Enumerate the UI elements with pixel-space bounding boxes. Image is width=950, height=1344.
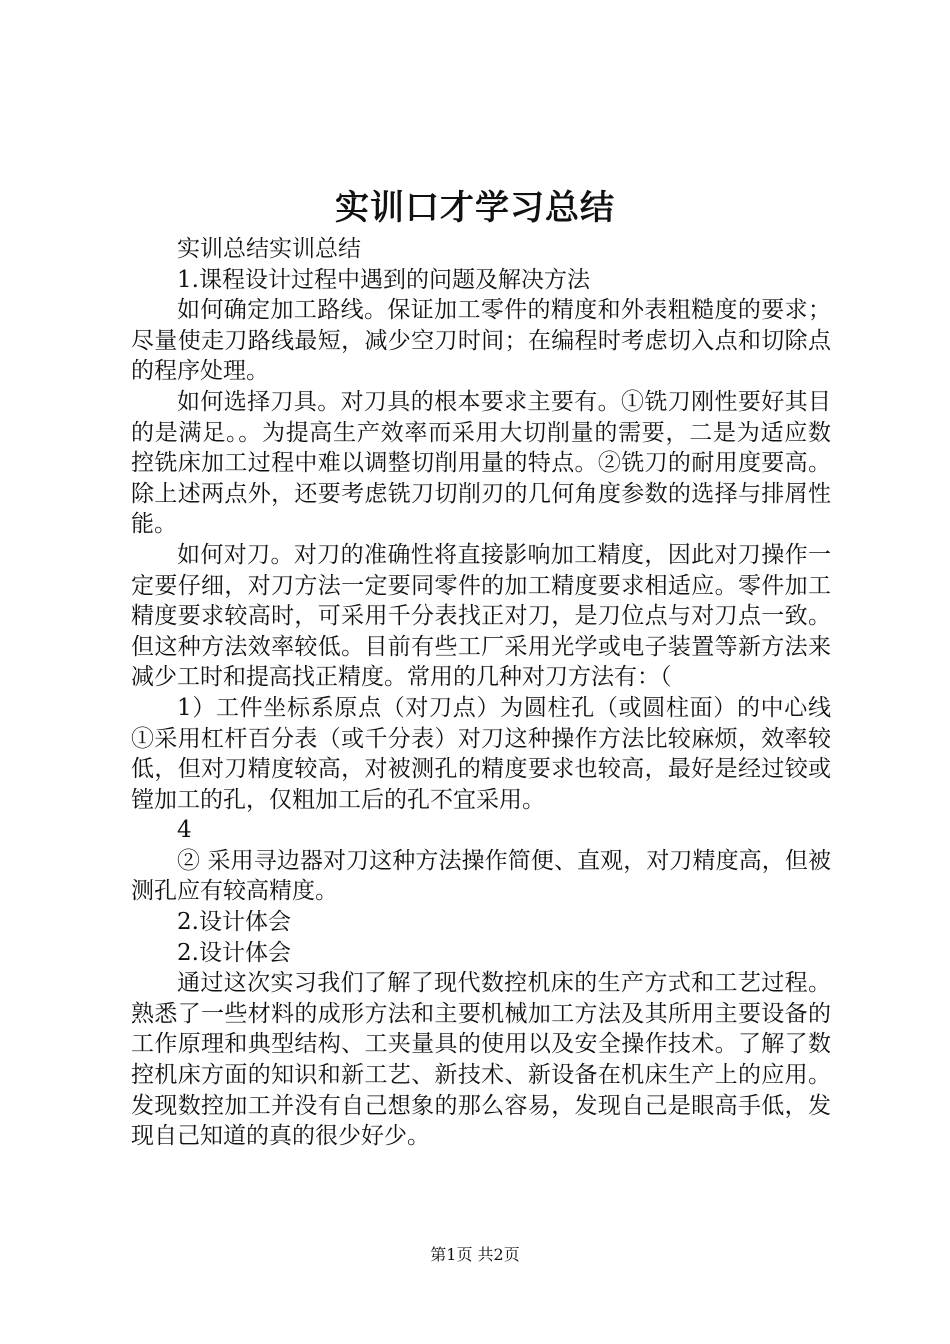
section-heading: 2.设计体会 bbox=[177, 939, 291, 966]
page-title: 实训口才学习总结 bbox=[335, 188, 615, 228]
paragraph: 通过这次实习我们了解了现代数控机床的生产方式和工艺过程。熟悉了一些材料的成形方法和主要机械加工方法及其所用主要设备的工作原理和典型结构、工夹量具的使用以及安全操作技术。了解了数控机床方面的知识和新工艺、新技术、新设备在机床生产上的应用。发现数控加工并没有自己想象的那么容易，发现自己是眼高手低，发现自己知道的真的很少好少。 bbox=[131, 970, 831, 1150]
paragraph: 1）工件坐标系原点（对刀点）为圆柱孔（或圆柱面）的中心线①采用杠杆百分表（或千分表）对刀这种操作方法比较麻烦，效率较低，但对刀精度较高，对被测孔的精度要求也较高，最好是经过铰或镗加工的孔，仅粗加工后的孔不宜采用。 bbox=[131, 694, 831, 813]
paragraph: 如何确定加工路线。保证加工零件的精度和外表粗糙度的要求；尽量使走刀路线最短，减少空刀时间；在编程时考虑切入点和切除点的程序处理。 bbox=[131, 297, 831, 385]
page-footer: 第1页 共2页 bbox=[430, 1245, 520, 1264]
paragraph: ② 采用寻边器对刀这种方法操作简便、直观，对刀精度高，但被测孔应有较高精度。 bbox=[131, 847, 831, 905]
document-body bbox=[131, 234, 831, 1152]
paragraph: 如何选择刀具。对刀具的根本要求主要有。①铣刀刚性要好其目的是满足。。为提高生产效率而采用大切削量的需要，二是为适应数控铣床加工过程中难以调整切削用量的特点。②铣刀的耐用度要高。除上述两点外，还要考虑铣刀切削刃的几何角度参数的选择与排屑性能。 bbox=[131, 388, 831, 538]
section-heading: 1.课程设计过程中遇到的问题及解决方法 bbox=[177, 266, 590, 293]
paragraph: 实训总结实训总结 bbox=[177, 236, 361, 262]
paragraph: 4 bbox=[177, 817, 192, 844]
paragraph: 如何对刀。对刀的准确性将直接影响加工精度，因此对刀操作一定要仔细，对刀方法一定要同零件的加工精度要求相适应。零件加工精度要求较高时，可采用千分表找正对刀，是刀位点与对刀点一致。但这种方法效率较低。目前有些工厂采用光学或电子装置等新方法来减少工时和提高找正精度。常用的几种对刀方法有：（ bbox=[131, 541, 831, 691]
section-heading: 2.设计体会 bbox=[177, 909, 291, 936]
